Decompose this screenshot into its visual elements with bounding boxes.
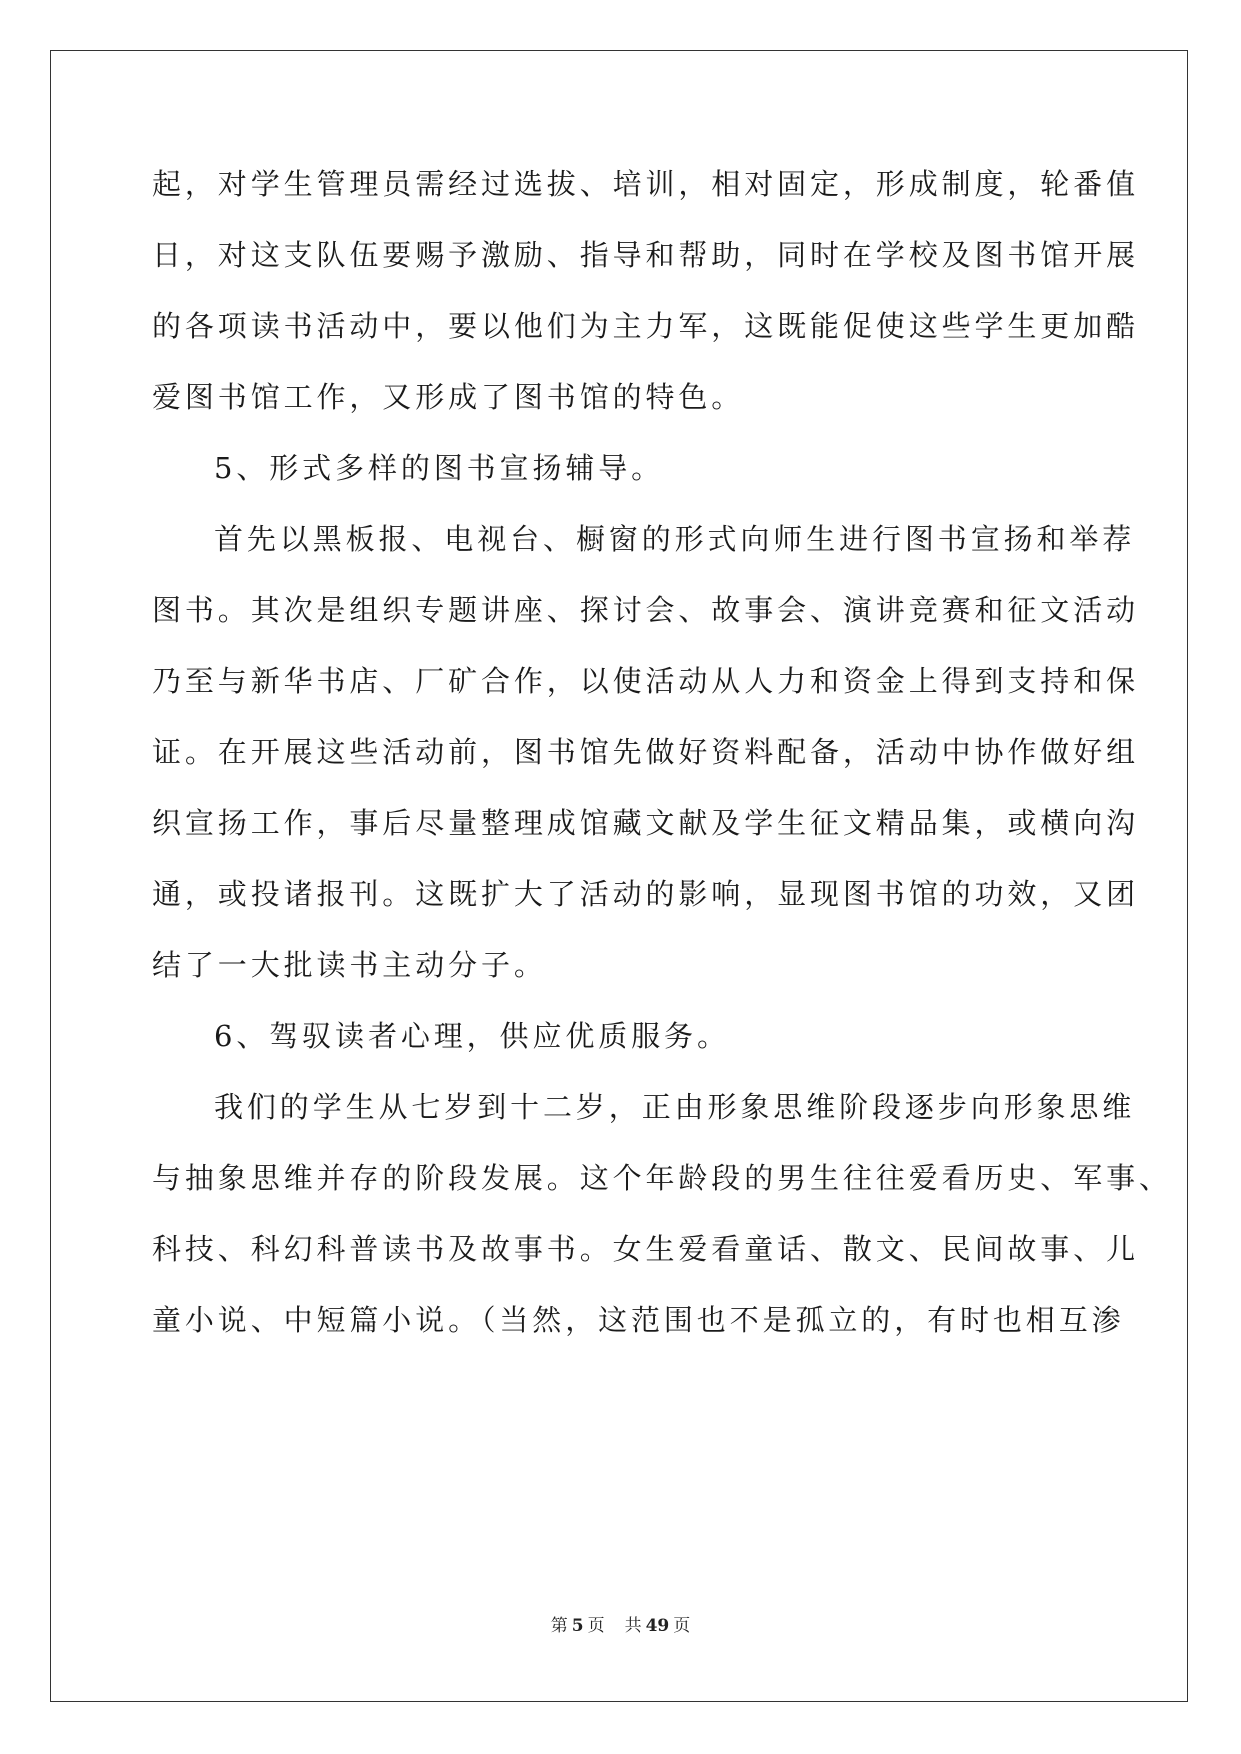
section-heading: 6、驾驭读者心理，供应优质服务。	[214, 1019, 730, 1053]
page-number: 5	[571, 1616, 584, 1636]
text-line: 起，对学生管理员需经过选拔、培训，相对固定，形成制度，轮番值	[152, 167, 1140, 201]
text-line: 童小说、中短篇小说。（当然，这范围也不是孤立的，有时也相互渗	[152, 1303, 1125, 1337]
text-line: 通，或投诸报刊。这既扩大了活动的影响，显现图书馆的功效，又团	[152, 877, 1140, 911]
page-prefix: 第	[550, 1616, 568, 1636]
total-prefix: 共	[624, 1616, 642, 1636]
text-line: 结了一大批读书主动分子。	[152, 948, 547, 982]
page-footer	[0, 1614, 1241, 1638]
text-line: 证。在开展这些活动前，图书馆先做好资料配备，活动中协作做好组	[152, 735, 1140, 769]
section-heading: 5、形式多样的图书宣扬辅导。	[214, 451, 665, 485]
text-line: 日，对这支队伍要赐予激励、指导和帮助，同时在学校及图书馆开展	[152, 238, 1140, 272]
total-pages: 49	[645, 1616, 670, 1636]
text-line: 织宣扬工作，事后尽量整理成馆藏文献及学生征文精品集，或横向沟	[152, 806, 1140, 840]
text-line: 的各项读书活动中，要以他们为主力军，这既能促使这些学生更加酷	[152, 309, 1140, 343]
text-line: 乃至与新华书店、厂矿合作，以使活动从人力和资金上得到支持和保	[152, 664, 1140, 698]
text-line: 图书。其次是组织专题讲座、探讨会、故事会、演讲竞赛和征文活动	[152, 593, 1140, 627]
text-line: 首先以黑板报、电视台、橱窗的形式向师生进行图书宣扬和举荐	[214, 522, 1136, 556]
text-line: 我们的学生从七岁到十二岁，正由形象思维阶段逐步向形象思维	[214, 1090, 1136, 1124]
text-line: 科技、科幻科普读书及故事书。女生爱看童话、散文、民间故事、儿	[152, 1232, 1140, 1266]
total-unit: 页	[673, 1616, 691, 1636]
page-unit: 页	[587, 1616, 605, 1636]
text-line: 与抽象思维并存的阶段发展。这个年龄段的男生往往爱看历史、军事、	[152, 1161, 1172, 1195]
text-line: 爱图书馆工作，又形成了图书馆的特色。	[152, 380, 745, 414]
